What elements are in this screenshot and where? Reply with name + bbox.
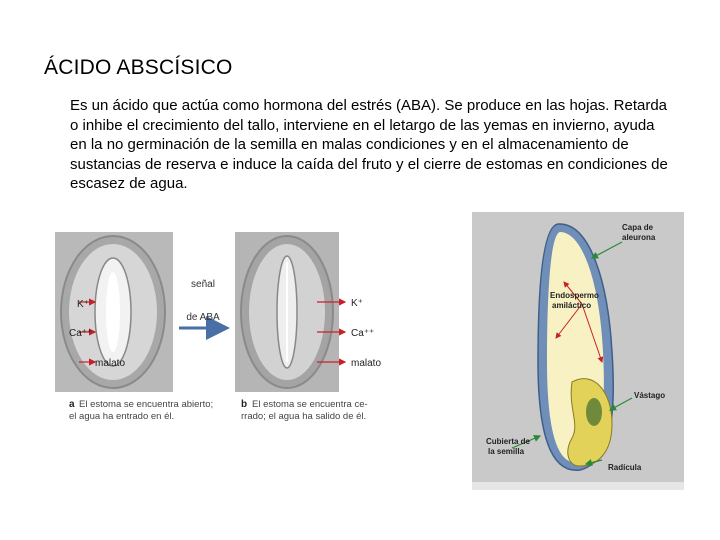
label-endosperm-1: Endospermo (550, 291, 599, 300)
slide-paragraph: Es un ácido que actúa como hormona del estrés (ABA). Se produce en las hojas. Retarda o inhibe el crecimiento del tallo, interviene en el letargo de las yemas en invierno, ayuda en la no germinación de la semilla en malas condiciones y en el almacenamiento de sustancias de reserva e induce la caída del fruto y el cierre de estomas en condiciones de escasez de agua. (70, 97, 668, 192)
right-ion-ca: Ca⁺⁺ (351, 328, 375, 339)
seed-figure (472, 212, 684, 490)
right-ion-k: K⁺ (351, 298, 363, 309)
label-endosperm-2: amiláctico (552, 301, 592, 310)
caption-b-line2: rrado; el agua ha salido de él. (241, 411, 367, 422)
aba-arrow-label-1: señal (191, 279, 215, 290)
caption-b-letter: b (241, 399, 248, 410)
label-cubierta-1: Cubierta de (486, 437, 531, 446)
caption-b-line1: El estoma se encuentra ce- (252, 399, 368, 410)
label-cubierta-2: la semilla (488, 447, 525, 456)
label-vastago: Vástago (634, 391, 666, 400)
left-ion-k: K⁺ (77, 299, 89, 310)
label-aleurona-2: aleurona (622, 233, 656, 242)
slide-title: ÁCIDO ABSCÍSICO (44, 56, 233, 79)
caption-a-line1: El estoma se encuentra abierto; (79, 399, 214, 410)
left-ion-ca: Ca⁺⁺ (69, 328, 93, 339)
stomata-figure (55, 232, 395, 422)
left-ion-malate: malato (95, 358, 126, 369)
closed-stoma-image (235, 232, 339, 392)
caption-a-letter: a (69, 399, 75, 410)
caption-a-line2: el agua ha entrado en él. (69, 411, 175, 422)
label-aleurona-1: Capa de (622, 223, 654, 232)
right-ion-malate: malato (351, 358, 382, 369)
label-radicula: Radícula (608, 463, 642, 472)
aba-arrow-label-2: de ABA (186, 312, 220, 323)
